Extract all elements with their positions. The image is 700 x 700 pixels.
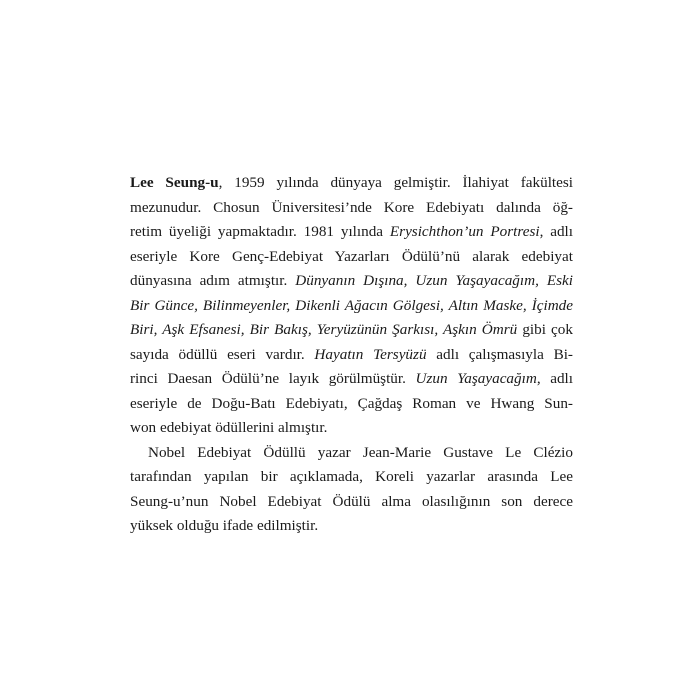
body-text: mezunudur. Chosun Üniversitesi’nde Kore Edebiyatı dalında öğ- <box>130 198 573 216</box>
text-line <box>130 490 573 515</box>
body-text: Seung-u’nun Nobel Edebiyat Ödülü alma olasılığının son derece <box>130 492 573 510</box>
book-title: Erysichthon’un Portresi <box>389 223 540 240</box>
body-text: yüksek olduğu ifade edilmiştir. <box>130 517 319 534</box>
text-line <box>130 196 573 221</box>
text-line <box>130 294 573 319</box>
body-text: dünyasına adım atmıştır. <box>130 272 296 289</box>
book-title: Bir Günce, Bilinmeyenler, Dikenli Ağacın Gölgesi, Altın Maske, İçimde <box>130 296 573 314</box>
text-line <box>130 465 573 490</box>
author-name: Lee Seung-u <box>130 174 219 191</box>
book-title: Biri, Aşk Efsanesi, Bir Bakış, Yeryüzünün Şarkısı, Aşkın Ömrü <box>130 321 518 338</box>
body-text: retim üyeliği yapmaktadır. 1981 yılında <box>130 223 390 240</box>
text-line <box>130 318 573 343</box>
body-text: , 1959 yılında dünyaya gelmiştir. İlahiyat fakültesi <box>218 174 574 191</box>
text-line <box>130 441 573 466</box>
body-text: Nobel Edebiyat Ödüllü yazar Jean-Marie Gustave Le Clézio <box>148 443 573 461</box>
text-line <box>130 392 573 417</box>
text-line <box>130 171 573 196</box>
book-title: Uzun Yaşayacağım <box>415 370 537 387</box>
author-bio-text <box>130 171 573 539</box>
body-text: gibi çok <box>517 321 573 338</box>
text-line <box>130 220 573 245</box>
book-title: Dünyanın Dışına, Uzun Yaşayacağım, Eski <box>295 272 574 289</box>
body-text: rinci Daesan Ödülü’ne layık görülmüştür. <box>130 370 416 387</box>
text-line <box>130 269 573 294</box>
text-line <box>130 367 573 392</box>
body-text: won edebiyat ödüllerini almıştır. <box>130 419 328 436</box>
body-text: eseriyle Kore Genç-Edebiyat Yazarları Ödülü’nü alarak edebiyat <box>130 247 573 265</box>
body-text: tarafından yapılan bir açıklamada, Koreli yazarlar arasında Lee <box>130 468 573 485</box>
book-title: Hayatın Tersyüzü <box>314 345 427 363</box>
bio-paragraph-1 <box>130 171 573 441</box>
text-line <box>130 343 573 368</box>
text-line <box>130 245 573 270</box>
text-line <box>130 514 573 539</box>
body-text: eseriyle de Doğu-Batı Edebiyatı, Çağdaş Roman ve Hwang Sun- <box>130 394 573 412</box>
body-text: sayıda ödüllü eseri vardır. <box>130 345 315 363</box>
text-line <box>130 416 573 441</box>
body-text: , adlı <box>536 370 573 387</box>
body-text: adlı çalışmasıyla Bi- <box>426 345 573 363</box>
body-text: , adlı <box>539 223 573 240</box>
bio-paragraph-2 <box>130 441 573 539</box>
